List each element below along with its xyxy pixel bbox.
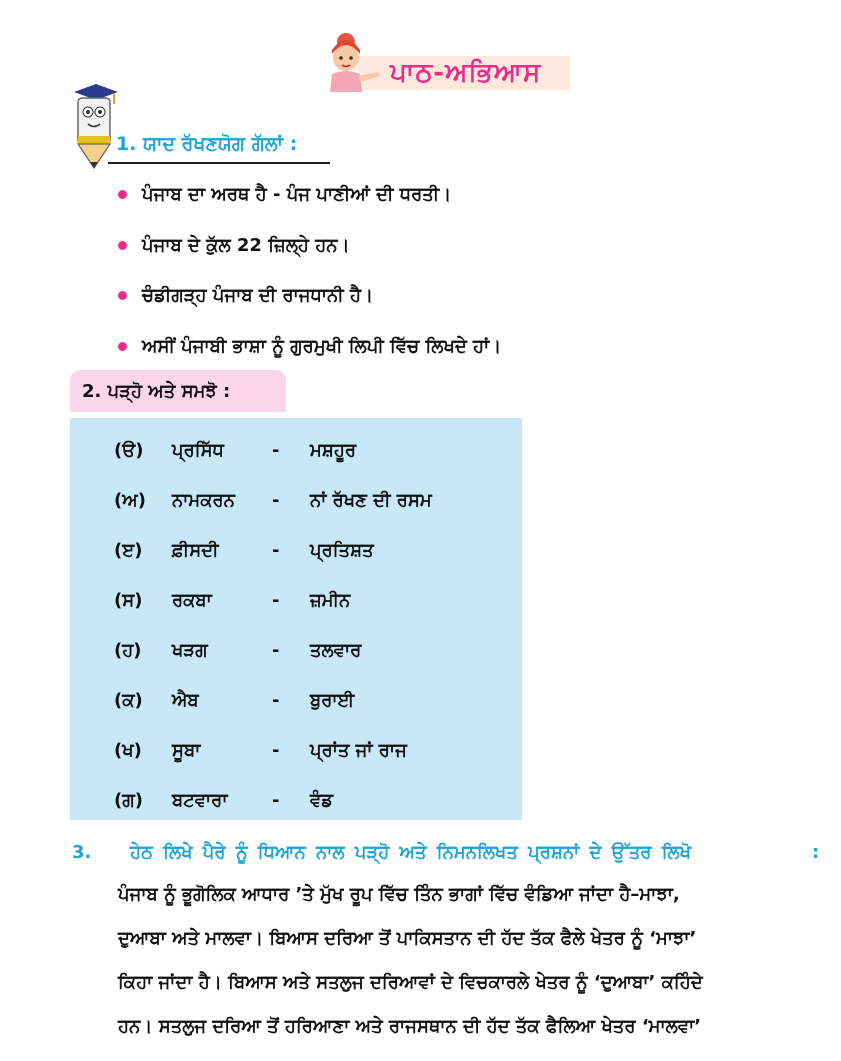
header-title: ਪਾਠ-ਅਭਿਆਸ (390, 58, 542, 88)
section3-number: 3. (72, 842, 92, 863)
key-points-list (118, 180, 501, 382)
section1-title: 1. ਯਾਦ ਰੱਖਣਯੋਗ ਗੱਲਾਂ : (116, 133, 298, 155)
vocab-row: (ਖ) ਸੂਬਾ - ਪ੍ਰਾਂਤ ਜਾਂ ਰਾਜ (114, 740, 407, 761)
paragraph-line: ਕਿਹਾ ਜਾਂਦਾ ਹੈ। ਬਿਆਸ ਅਤੇ ਸਤਲੁਜ ਦਰਿਆਵਾਂ ਦੇ ਵਿਚਕਾਰਲੇ ਖੇਤਰ ਨੂੰ ‘ਦੁਆਬਾ’ ਕਹਿੰਦੇ (118, 972, 703, 993)
vocab-row: (ਹ) ਖੜਗ - ਤਲਵਾਰ (114, 640, 362, 661)
section1-underline (108, 162, 330, 164)
girl-mascot-icon (318, 28, 388, 92)
vocab-row: (ਸ) ਰਕਬਾ - ਜ਼ਮੀਨ (114, 590, 351, 611)
vocabulary-box (70, 418, 522, 820)
list-item: ਪੰਜਾਬ ਦੇ ਕੁੱਲ 22 ਜ਼ਿਲ੍ਹੇ ਹਨ। (118, 231, 501, 282)
bullet-icon (118, 241, 127, 250)
paragraph-line: ਦੁਆਬਾ ਅਤੇ ਮਾਲਵਾ। ਬਿਆਸ ਦਰਿਆ ਤੋਂ ਪਾਕਿਸਤਾਨ ਦੀ ਹੱਦ ਤੱਕ ਫੈਲੇ ਖੇਤਰ ਨੂੰ ‘ਮਾਝਾ’ (118, 928, 697, 949)
lesson-exercise-header (318, 28, 572, 92)
vocab-row: (ਗ) ਬਟਵਾਰਾ - ਵੰਡ (114, 790, 333, 811)
bullet-icon (118, 342, 127, 351)
vocab-row: (ਕ) ਐਬ - ਬੁਰਾਈ (114, 690, 355, 711)
list-item: ਚੰਡੀਗੜ੍ਹ ਪੰਜਾਬ ਦੀ ਰਾਜਧਾਨੀ ਹੈ। (118, 281, 501, 332)
section3-colon: : (812, 842, 820, 863)
bullet-icon (118, 291, 127, 300)
list-item: ਪੰਜਾਬ ਦਾ ਅਰਥ ਹੈ - ਪੰਜ ਪਾਣੀਆਂ ਦੀ ਧਰਤੀ। (118, 180, 501, 231)
paragraph-line: ਹਨ। ਸਤਲੁਜ ਦਰਿਆ ਤੋਂ ਹਰਿਆਣਾ ਅਤੇ ਰਾਜਸਥਾਨ ਦੀ ਹੱਦ ਤੱਕ ਫੈਲਿਆ ਖੇਤਰ ‘ਮਾਲਵਾ’ (118, 1016, 702, 1037)
paragraph-line: ਪੰਜਾਬ ਨੂੰ ਭੂਗੋਲਿਕ ਆਧਾਰ ’ਤੇ ਮੁੱਖ ਰੂਪ ਵਿੱਚ ਤਿੰਨ ਭਾਗਾਂ ਵਿੱਚ ਵੰਡਿਆ ਜਾਂਦਾ ਹੈ–ਮਾਝਾ, (118, 884, 680, 905)
section2-title: 2. ਪੜ੍ਹੋ ਅਤੇ ਸਮਝੋ : (82, 381, 231, 402)
section3-title: ਹੇਠ ਲਿਖੇ ਪੈਰੇ ਨੂੰ ਧਿਆਨ ਨਾਲ ਪੜ੍ਹੋ ਅਤੇ ਨਿਮਨਲਿਖਤ ਪ੍ਰਸ਼ਨਾਂ ਦੇ ਉੱਤਰ ਲਿਖੋ (130, 842, 692, 863)
vocab-row: (ੳ) ਪ੍ਰਸਿੱਧ - ਮਸ਼ਹੂਰ (114, 440, 357, 461)
vocab-row: (ਅ) ਨਾਮਕਰਨ - ਨਾਂ ਰੱਖਣ ਦੀ ਰਸਮ (114, 490, 432, 511)
vocab-row: (ੲ) ਫ਼ੀਸਦੀ - ਪ੍ਰਤਿਸ਼ਤ (114, 540, 374, 561)
pencil-mascot-icon (68, 82, 120, 172)
list-item: ਅਸੀਂ ਪੰਜਾਬੀ ਭਾਸ਼ਾ ਨੂੰ ਗੁਰਮੁਖੀ ਲਿਪੀ ਵਿੱਚ ਲਿਖਦੇ ਹਾਂ। (118, 332, 501, 383)
bullet-icon (118, 190, 127, 199)
